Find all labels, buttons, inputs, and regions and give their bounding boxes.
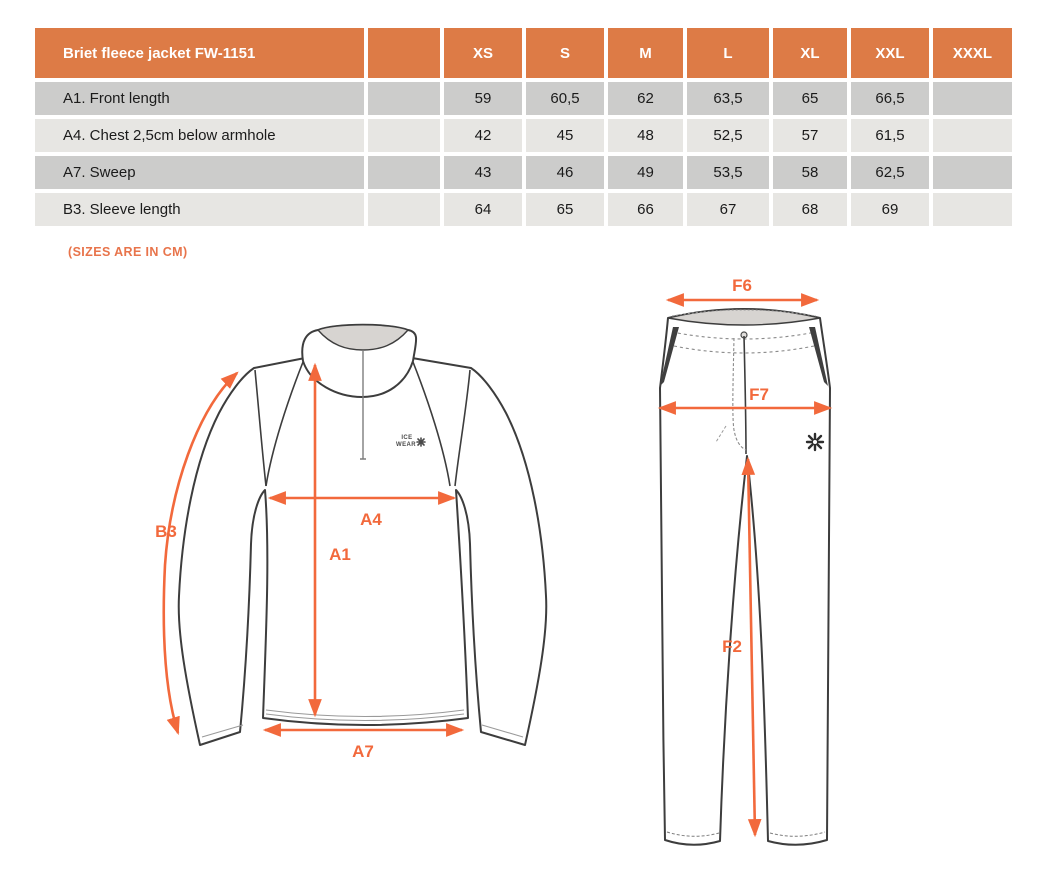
icewear-snowflake-icon [417, 438, 425, 446]
table-row-sleeve-length [35, 193, 1012, 226]
size-column-header-l: L [687, 28, 769, 78]
size-column-header-xl: XL [773, 28, 847, 78]
size-cell [368, 82, 440, 115]
product-title: Briet fleece jacket FW-1151 [35, 28, 364, 78]
a1-label: A1 [329, 545, 351, 564]
icewear-logo: ICE WEAR [396, 435, 416, 448]
header-row [35, 28, 1012, 78]
table-row-sweep [35, 156, 1012, 189]
size-cell: 64 [444, 193, 522, 226]
size-cell: 58 [773, 156, 847, 189]
size-cell [933, 82, 1012, 115]
size-column-header-blank [368, 28, 440, 78]
a4-label: A4 [360, 510, 382, 529]
icewear-snowflake-icon [807, 434, 823, 450]
b3-label: B3 [155, 522, 177, 541]
size-chart-table [31, 24, 1016, 230]
measurement-label: B3. Sleeve length [35, 193, 364, 226]
measurement-label: A7. Sweep [35, 156, 364, 189]
a7-label: A7 [352, 742, 374, 761]
f2-label: F2 [722, 637, 742, 656]
measurement-label: A4. Chest 2,5cm below armhole [35, 119, 364, 152]
size-cell [933, 119, 1012, 152]
size-cell: 46 [526, 156, 604, 189]
size-cell [368, 119, 440, 152]
size-column-header-xxxl: XXXL [933, 28, 1012, 78]
size-cell: 45 [526, 119, 604, 152]
size-cell: 65 [526, 193, 604, 226]
size-cell: 62,5 [851, 156, 929, 189]
size-cell: 65 [773, 82, 847, 115]
size-cell: 68 [773, 193, 847, 226]
table-row-chest [35, 119, 1012, 152]
size-cell: 53,5 [687, 156, 769, 189]
size-column-header-xs: XS [444, 28, 522, 78]
size-cell [933, 193, 1012, 226]
size-cell: 48 [608, 119, 683, 152]
sizes-in-cm-note: (SIZES ARE IN CM) [68, 245, 188, 259]
size-column-header-m: M [608, 28, 683, 78]
size-cell: 67 [687, 193, 769, 226]
size-cell: 42 [444, 119, 522, 152]
pants-measurement-diagram [620, 278, 1040, 890]
size-cell: 66 [608, 193, 683, 226]
size-cell: 60,5 [526, 82, 604, 115]
size-cell: 52,5 [687, 119, 769, 152]
measurement-label: A1. Front length [35, 82, 364, 115]
table-row-front-length [35, 82, 1012, 115]
size-cell: 63,5 [687, 82, 769, 115]
size-cell: 66,5 [851, 82, 929, 115]
size-cell: 69 [851, 193, 929, 226]
size-cell: 59 [444, 82, 522, 115]
size-column-header-xxl: XXL [851, 28, 929, 78]
size-cell [933, 156, 1012, 189]
size-cell [368, 193, 440, 226]
size-cell: 57 [773, 119, 847, 152]
f6-label: F6 [732, 278, 752, 295]
size-column-header-s: S [526, 28, 604, 78]
size-cell [368, 156, 440, 189]
jacket-measurement-diagram [150, 300, 570, 780]
size-cell: 43 [444, 156, 522, 189]
f7-label: F7 [749, 385, 769, 404]
size-cell: 62 [608, 82, 683, 115]
size-cell: 49 [608, 156, 683, 189]
size-cell: 61,5 [851, 119, 929, 152]
